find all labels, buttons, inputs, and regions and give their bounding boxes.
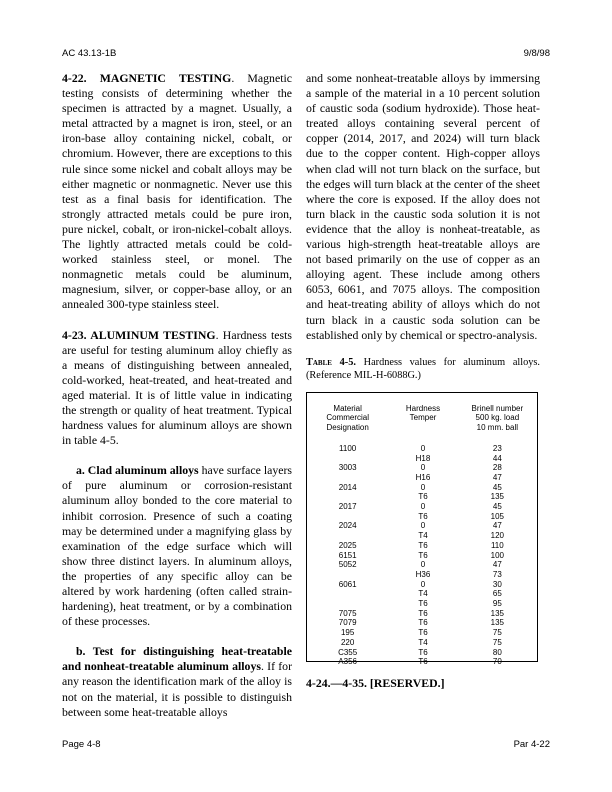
cell-temper: T6	[418, 511, 428, 521]
table-row	[307, 512, 537, 522]
header-date: 9/8/98	[523, 48, 550, 59]
col-header-material	[307, 404, 388, 433]
paragraph-b-heading: b. Test for distinguishing heat-treatable and nonheat-treatable aluminum alloys	[62, 644, 292, 674]
cell-temper: H16	[415, 472, 431, 482]
cell-material	[307, 599, 388, 609]
cell-temper: T6	[418, 492, 428, 502]
table-row	[307, 473, 537, 483]
cell-temper: T6	[418, 647, 428, 657]
table-row	[307, 638, 537, 648]
cell-material	[307, 492, 388, 502]
cell-temper: T6	[418, 540, 428, 550]
cell-material: 2014	[338, 482, 357, 492]
cell-material	[307, 454, 388, 464]
cell-material	[307, 473, 388, 483]
cell-brinell: 23	[492, 443, 502, 453]
section-4-23-heading: 4-23. ALUMINUM TESTING	[62, 327, 216, 342]
cell-material	[307, 512, 388, 522]
paragraph-b	[62, 644, 292, 719]
cell-brinell: 120	[490, 531, 505, 541]
cell-temper: 0	[420, 463, 426, 473]
cell-brinell: 135	[490, 608, 505, 618]
cell-material: 6061	[338, 579, 357, 589]
table-caption-text: Hardness values for aluminum alloys. (Reference MIL-H-6088G.)	[306, 356, 540, 381]
table-row	[307, 444, 537, 454]
left-column	[62, 71, 292, 720]
col-header-temper-line: Hardness	[405, 403, 441, 413]
table-caption-label: Table 4-5.	[306, 356, 356, 368]
cell-brinell: 100	[490, 550, 505, 560]
paragraph-b-continued: and some nonheat-treatable alloys by immersing a sample of the material in a 10 percent solution of caustic soda (sodium hydroxide). Those heat-treated alloys containing several percent of copper (2014, 2017, and 2024) will turn black due to the copper content. High-copper alloys when clad will not turn black on the surface, but the edges will turn black at the center of the sheet where the core is exposed. If the alloy does not turn black in the caustic soda solution it is not evidence that the alloy is nonheat-treatable, as various high-strength heat-treatable alloys are not based primarily on the use of copper as an alloying agent. These include among others 6053, 6061, and 7075 alloys. The composition and heat-treating ability of alloys which do not turn black in a caustic soda solution can be established only by chemical or spectro-analysis.	[306, 71, 540, 342]
cell-brinell: 73	[492, 569, 502, 579]
cell-material: 195	[340, 628, 355, 638]
cell-material: 2025	[338, 540, 357, 550]
cell-temper: T6	[418, 599, 428, 609]
paragraph-a	[62, 463, 292, 629]
cell-temper: T6	[418, 657, 428, 667]
cell-brinell: 45	[492, 502, 502, 512]
cell-brinell: 135	[490, 492, 505, 502]
cell-material	[307, 589, 388, 599]
cell-brinell: 105	[490, 511, 505, 521]
cell-brinell: 28	[492, 463, 502, 473]
section-4-23	[62, 328, 292, 449]
col-header-material-line: Material	[333, 403, 362, 413]
table-row	[307, 570, 537, 580]
cell-temper: 0	[420, 482, 426, 492]
table-body	[307, 433, 537, 667]
cell-temper: 0	[420, 579, 426, 589]
hardness-table	[306, 392, 538, 667]
table-row	[307, 580, 537, 590]
section-4-22	[62, 71, 292, 313]
table-header	[307, 393, 537, 433]
table-row	[307, 483, 537, 493]
cell-material: C355	[338, 647, 358, 657]
col-header-temper-line: Temper	[409, 413, 437, 423]
cell-temper: 0	[420, 443, 426, 453]
footer-page-number: Page 4-8	[62, 739, 101, 750]
cell-brinell: 44	[492, 453, 502, 463]
cell-material: 7079	[338, 618, 357, 628]
table-row	[307, 628, 537, 638]
cell-temper: T4	[418, 589, 428, 599]
cell-material: 7075	[338, 608, 357, 618]
cell-brinell: 75	[492, 637, 502, 647]
cell-material: 1100	[339, 443, 357, 453]
paragraph-b-body: . If for any reason the identification mark of the alloy is not on the material, it is possible to distinguish between some heat-treatable alloys	[62, 659, 293, 719]
table-row	[307, 657, 537, 667]
cell-temper: T6	[418, 618, 428, 628]
table-row	[307, 609, 537, 619]
table-row	[307, 492, 537, 502]
reserved-sections: 4-24.—4-35. [RESERVED.]	[306, 675, 445, 690]
cell-temper: 0	[420, 502, 426, 512]
paragraph-a-heading: a. Clad aluminum alloys	[76, 463, 199, 478]
cell-temper: T6	[418, 628, 428, 638]
cell-temper: T4	[418, 531, 428, 541]
cell-brinell: 30	[492, 579, 502, 589]
section-4-22-heading: 4-22. MAGNETIC TESTING	[62, 71, 232, 85]
cell-brinell: 70	[492, 657, 502, 667]
col-header-brinell-line: Brinell number	[471, 403, 524, 413]
header-doc-id: AC 43.13-1B	[62, 48, 117, 59]
cell-temper: H18	[415, 453, 431, 463]
table-row	[307, 541, 537, 551]
cell-brinell: 47	[492, 521, 502, 531]
col-header-brinell-line: 500 kg. load	[475, 413, 520, 423]
cell-temper: 0	[420, 560, 426, 570]
table-row	[307, 648, 537, 658]
col-header-material-line: Designation	[326, 423, 369, 433]
cell-material	[307, 531, 388, 541]
cell-material: 5052	[338, 560, 357, 570]
cell-brinell: 65	[492, 589, 502, 599]
table-row	[307, 560, 537, 570]
cell-temper: 0	[420, 521, 426, 531]
cell-brinell: 47	[492, 472, 502, 482]
table-caption	[306, 356, 540, 382]
cell-material: 2024	[338, 521, 357, 531]
table-row	[307, 521, 537, 531]
cell-temper: T4	[418, 637, 428, 647]
cell-temper: T6	[418, 550, 428, 560]
table-row	[307, 599, 537, 609]
cell-temper: T6	[418, 608, 428, 618]
cell-brinell: 135	[490, 618, 505, 628]
section-4-22-body: . Magnetic testing consists of determining whether the specimen is attracted by a magnet. Usually, a metal attracted by a magnet is iron, steel, or an iron-base alloy containing nickel, cobalt, or chromium. However, there are exceptions to this rule since some nickel and cobalt alloys may be either magnetic or nonmagnetic. Never use this test as a final basis for identification. The strongly attracted metals could be pure iron, pure nickel, cobalt, or iron-nickel-cobalt alloys. The lightly attracted metals could be cold-worked stainless steel, or monel. The nonmagnetic metals could be aluminum, magnesium, silver, or copper-base alloy, or an annealed 300-type stainless steel.	[62, 71, 292, 312]
table-row	[307, 551, 537, 561]
footer-paragraph-ref: Par 4-22	[513, 739, 550, 750]
cell-brinell: 80	[492, 647, 502, 657]
cell-material	[307, 570, 388, 580]
col-header-temper	[388, 404, 457, 433]
cell-material: 6151	[338, 550, 357, 560]
table-row	[307, 463, 537, 473]
table-row	[307, 618, 537, 628]
cell-temper: H36	[415, 569, 431, 579]
section-4-23-body: . Hardness tests are useful for testing aluminum alloy chiefly as a means of distinguishing between annealed, cold-worked, heat-treated, and heat-treated and aged material. It is of little value in indicating the strength or quality of heat treatment. Typical hardness values for aluminum alloys are shown in table 4-5.	[62, 327, 292, 448]
cell-material: A356	[338, 657, 357, 667]
cell-brinell: 95	[492, 599, 502, 609]
col-header-material-line: Commercial	[326, 413, 369, 423]
cell-material: 3003	[338, 463, 357, 473]
table-row	[307, 531, 537, 541]
cell-brinell: 45	[492, 482, 502, 492]
col-header-brinell-line: 10 mm. ball	[476, 423, 519, 433]
table-row	[307, 502, 537, 512]
cell-brinell: 75	[492, 628, 502, 638]
cell-material: 220	[340, 637, 355, 647]
table-row	[307, 454, 537, 464]
right-column	[306, 71, 540, 691]
col-header-brinell	[458, 404, 537, 433]
paragraph-a-body: have surface layers of pure aluminum or corrosion-resistant aluminum alloy bonded to the core material to inhibit corrosion. Presence of such a coating may be determined under a magnifying glass by examination of the edge surface which will show three distinct layers. In aluminum alloys, the properties of any specific alloy can be altered by work hardening (often called strain-hardening), heat treatment, or by a combination of these processes.	[62, 463, 292, 629]
cell-material: 2017	[338, 502, 357, 512]
cell-brinell: 110	[490, 540, 504, 550]
cell-brinell: 47	[492, 560, 502, 570]
table-row	[307, 589, 537, 599]
